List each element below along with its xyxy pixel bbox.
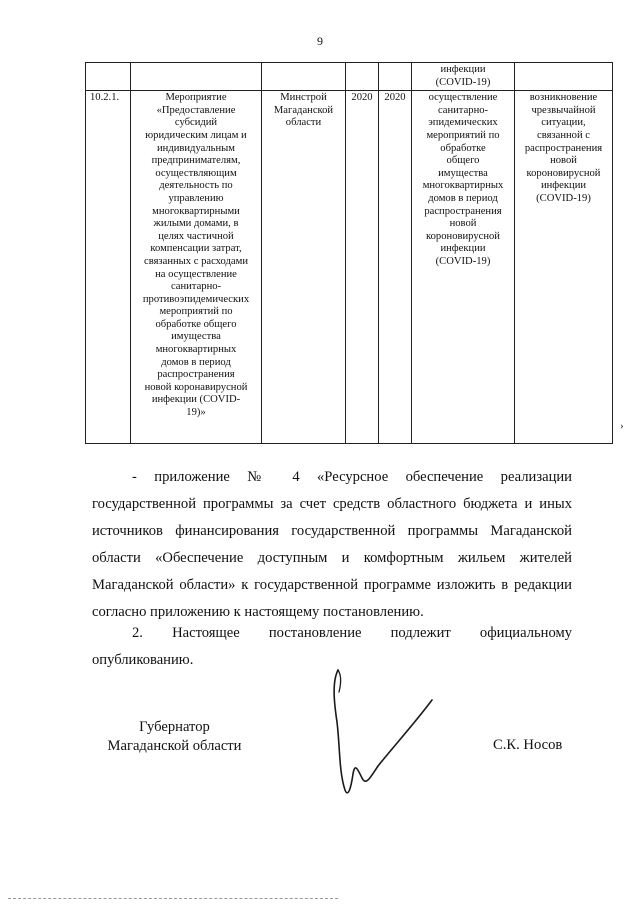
table-cell: инфекции (COVID-19) bbox=[412, 63, 515, 91]
table-row bbox=[86, 91, 613, 444]
measure-name: Мероприятие «Предоставление субсидий юридическим лицам и индивидуальным предпринимателям, осуществляющим деятельность по управлению многоквартирными жилыми домами, в целях частичной компенсации затрат, связанных с расходами на осуществление санитарно- противоэпидемических мероприятий по обработке общего имущества многоквартирных домов в период распространения новой коронавирусной инфекции (COVID- 19)» bbox=[131, 91, 262, 444]
year-end: 2020 bbox=[379, 91, 412, 444]
measure-consequence: возникновение чрезвычайной ситуации, связанной с распространения новой короновирусной инфекции (COVID-19) bbox=[515, 91, 613, 444]
page-number: 9 bbox=[317, 34, 323, 48]
table-cell bbox=[131, 63, 262, 91]
table-cell bbox=[86, 63, 131, 91]
table-cell bbox=[262, 63, 346, 91]
margin-mark: › bbox=[620, 420, 624, 432]
table-cell bbox=[515, 63, 613, 91]
handwritten-signature bbox=[320, 662, 450, 802]
amendment-paragraph: - приложение № 4 «Ресурсное обеспечение реализации государственной программы за счет средств областного бюджета и иных источников финансирования государственной программы Магаданской области «Обеспечение доступным и комфортным жильем жителей Магаданской области» к государственной программе изложить в редакции согласно приложению к настоящему постановлению. bbox=[92, 469, 572, 620]
signatory-title: Губернатор Магаданской области bbox=[107, 719, 242, 754]
measure-result: осуществление санитарно- эпидемических мероприятий по обработке общего имущества многоквартирных домов в период распространения новой короновирусной инфекции (COVID-19) bbox=[412, 91, 515, 444]
table-cell bbox=[379, 63, 412, 91]
table-cell bbox=[346, 63, 379, 91]
year-start: 2020 bbox=[346, 91, 379, 444]
publication-paragraph: 2. Настоящее постановление подлежит официальному опубликованию. bbox=[92, 625, 572, 668]
measure-number: 10.2.1. bbox=[86, 91, 131, 444]
measures-table bbox=[85, 62, 613, 444]
signatory-name: С.К. Носов bbox=[493, 737, 563, 753]
scan-artifact-line bbox=[8, 898, 338, 899]
measure-executor: Минстрой Магаданской области bbox=[262, 91, 346, 444]
table-row bbox=[86, 63, 613, 91]
